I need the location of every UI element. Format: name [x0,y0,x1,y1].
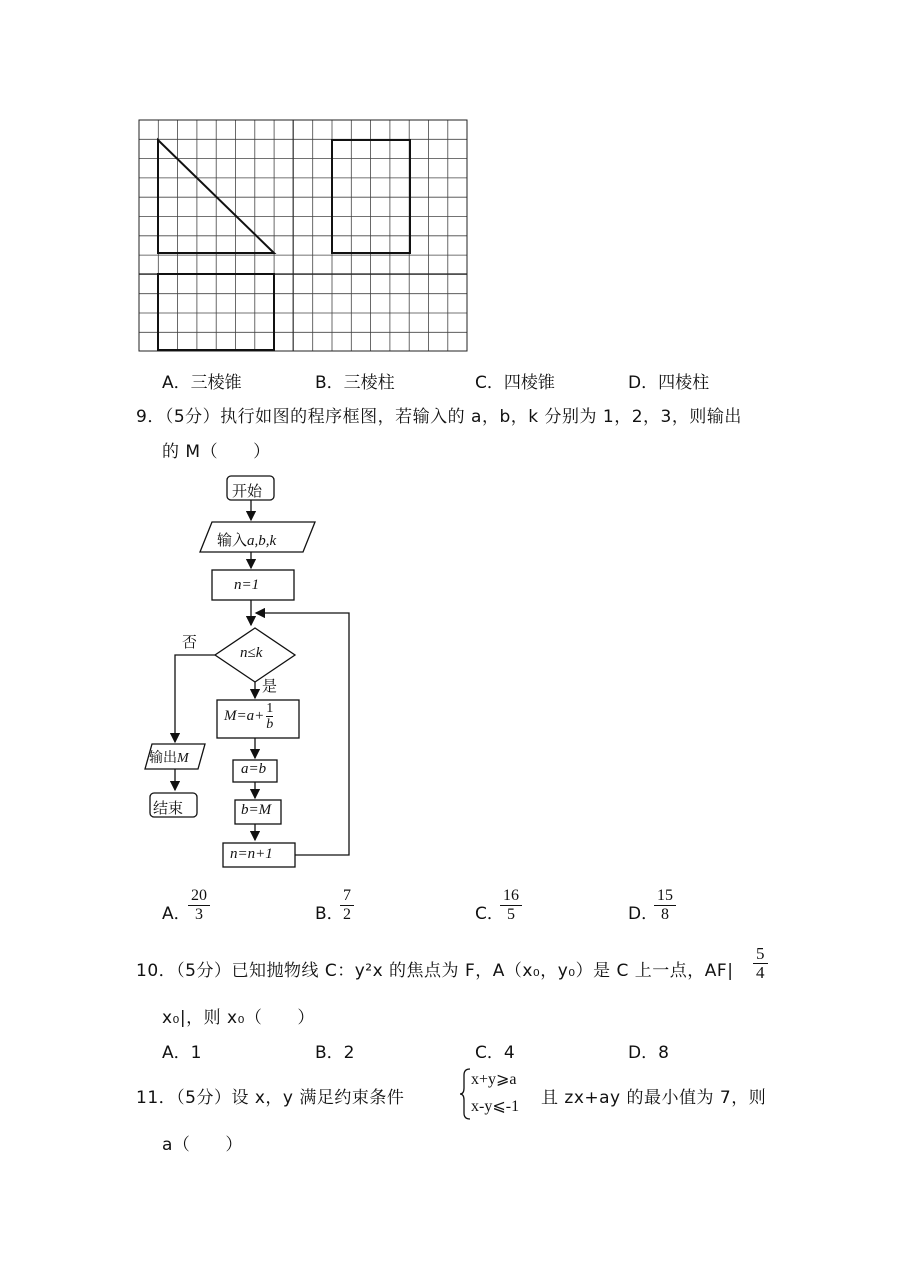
q8-option-a: A．三棱锥 [162,373,242,393]
q9-option-c-fraction: $\frac{16}{5}$ [500,887,522,924]
q8-option-d: D．四棱柱 [628,373,710,393]
flow-input-label: 输入a,b,k [217,531,277,549]
q11-stem-suffix: 且 zx+ay 的最小值为 7，则 [541,1088,767,1108]
q9-option-a: A． [162,904,191,924]
q9-option-d: D． [628,904,659,924]
q10-option-a: A．1 [162,1043,202,1063]
flow-no-label: 否 [182,633,198,651]
q8-option-c: C．四棱锥 [475,373,555,393]
q10-option-d: D．8 [628,1043,669,1063]
q9-stem-line2: 的 M（ ） [162,442,271,462]
flow-increment-label: n=n+1 [230,846,273,862]
q10-option-c: C．4 [475,1043,515,1063]
q10-stem-line1: 10．（5分）已知抛物线 C：y²x 的焦点为 F，A（x₀，y₀）是 C 上一点，AF| [136,961,734,981]
q9-option-d-fraction: $\frac{15}{8}$ [654,887,676,924]
q9-option-c: C． [475,904,504,924]
flow-init-label: n=1 [234,577,260,593]
q10-option-b: B．2 [315,1043,355,1063]
flow-end-label: 结束 [153,799,184,817]
q8-option-b: B．三棱柱 [315,373,395,393]
flow-assign-a-label: a=b [241,761,267,777]
flow-condition-label: n≤k [240,645,263,661]
q10-fraction: $\frac{5}{4}$ [753,945,768,982]
q9-option-b-fraction: $\frac{7}{2}$ [340,887,354,924]
flow-start-label: 开始 [232,482,263,500]
three-view-figure [138,119,470,355]
q9-option-b: B． [315,904,344,924]
q11-stem-line2: a（ ） [162,1135,243,1155]
flow-output-label: 输出M [149,750,189,766]
q10-stem-line2: x₀|，则 x₀（ ） [162,1008,315,1028]
q9-option-a-fraction: $\frac{20}{3}$ [188,887,210,924]
q9-stem-line1: 9．（5分）执行如图的程序框图，若输入的 a，b，k 分别为 1，2，3，则输出 [136,407,742,427]
flow-yes-label: 是 [262,677,278,695]
flow-assign-m-label: M=a+ $\frac{1}{b}$ [224,701,274,732]
flow-assign-b-label: b=M [241,802,272,818]
grid-lines [139,120,467,351]
q11-constraint-2: x-y⩽-1 [471,1098,520,1115]
q11-stem-prefix: 11．（5分）设 x，y 满足约束条件 [136,1088,405,1108]
q11-constraint-1: x+y⩾a [471,1071,517,1088]
